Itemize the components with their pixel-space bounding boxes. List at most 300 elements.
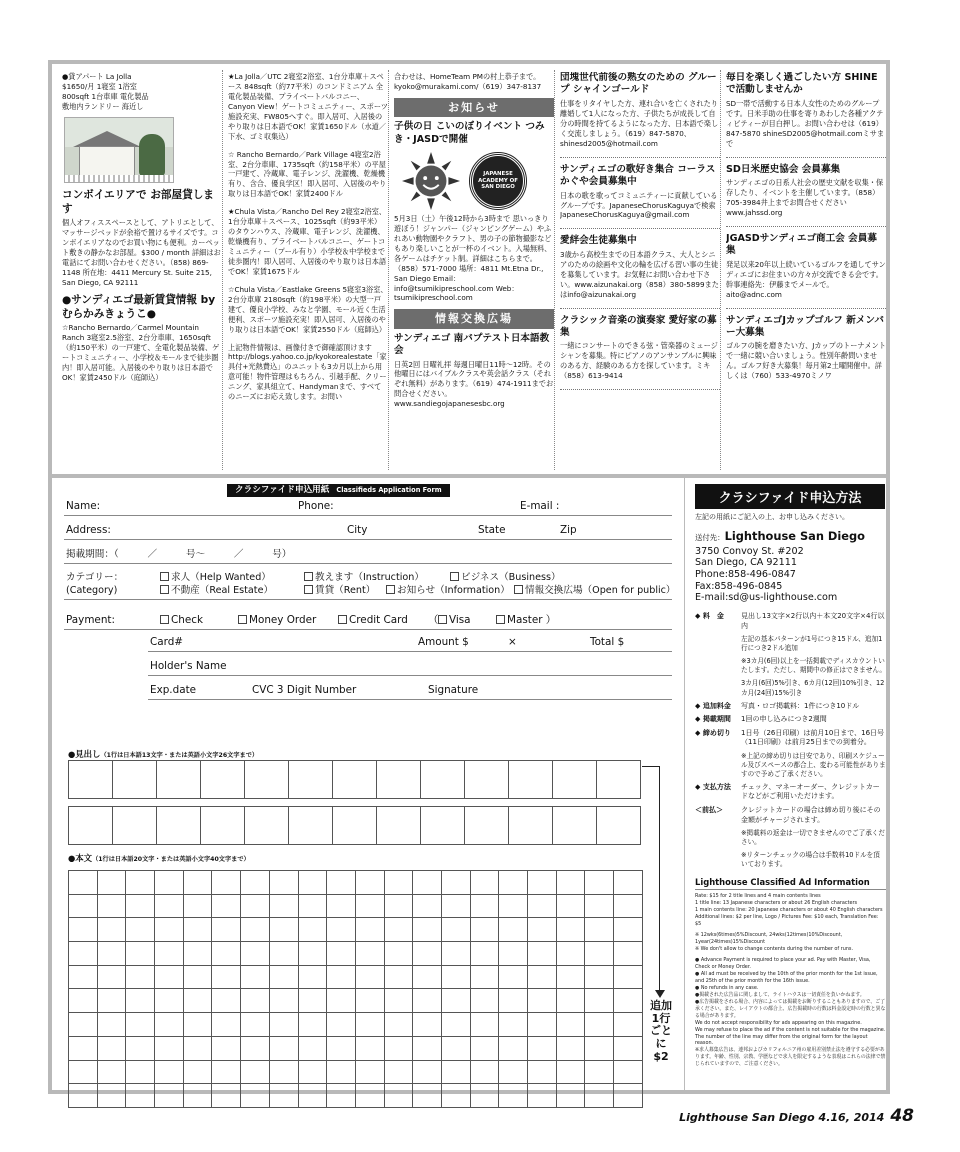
grid-cell[interactable]: [413, 918, 442, 942]
grid-cell[interactable]: [499, 989, 528, 1013]
grid-cell[interactable]: [557, 895, 586, 919]
grid-cell[interactable]: [184, 918, 213, 942]
grid-cell[interactable]: [241, 871, 270, 895]
grid-cell[interactable]: [241, 1013, 270, 1037]
office-ad-text: 個人オフィススペースとして、アトリエとして、マッサージベッドが余裕で置けるサイズです。コンボイエリアなのでお買い物にも便利。カーペット敷きの静かなお部屋。$300 / month 詳細はお電話にてお問い合わせください。（858) 869-1148 所在地：4411 Mercury St. Suite 215, San Diego, CA 92111: [62, 218, 221, 287]
grid-cell[interactable]: [528, 942, 557, 966]
grid-cell[interactable]: [299, 1037, 328, 1061]
grid-cell[interactable]: [184, 1084, 213, 1108]
grid-cell[interactable]: [299, 918, 328, 942]
grid-cell[interactable]: [509, 807, 553, 845]
grid-cell[interactable]: [471, 942, 500, 966]
cvc-label: CVC 3 Digit Number: [252, 684, 357, 696]
grid-cell[interactable]: [614, 989, 643, 1013]
grid-cell[interactable]: [385, 918, 414, 942]
grid-cell[interactable]: [413, 942, 442, 966]
office-ad-title: コンボイエリアで お部屋貸します: [62, 188, 214, 215]
grid-cell[interactable]: [126, 942, 155, 966]
cat-realestate-option[interactable]: [160, 582, 273, 596]
church-text: 日英2回 日曜礼拝 毎週日曜日11時〜12時。その他曜日にはバイブルクラスや英会話クラス（それぞれ無料）があります。（619）474-1911までお問合せください。www.sandiegojapanesesbc.org: [394, 359, 554, 409]
email-line[interactable]: E-mail:sd@us-lighthouse.com: [695, 592, 838, 604]
grid-cell[interactable]: [299, 989, 328, 1013]
grid-cell[interactable]: [184, 895, 213, 919]
grid-cell[interactable]: [69, 1084, 98, 1108]
grid-cell[interactable]: [327, 989, 356, 1013]
grid-cell[interactable]: [557, 1037, 586, 1061]
grid-cell[interactable]: [528, 895, 557, 919]
grid-cell[interactable]: [385, 989, 414, 1013]
grid-cell[interactable]: [212, 871, 241, 895]
pay-check-option[interactable]: [160, 614, 203, 626]
chorus-title: サンディエゴの歌好き集合 コーラスかぐや会員募集中: [560, 163, 716, 188]
cat-public-option[interactable]: [514, 582, 676, 596]
grid-cell[interactable]: [385, 966, 414, 990]
grid-cell[interactable]: [385, 895, 414, 919]
grid-cell[interactable]: [413, 871, 442, 895]
grid-cell[interactable]: [442, 942, 471, 966]
pay-visa-option[interactable]: [438, 614, 471, 626]
grid-cell[interactable]: [528, 871, 557, 895]
grid-cell[interactable]: [499, 1084, 528, 1108]
grid-cell[interactable]: [270, 1061, 299, 1085]
grid-cell[interactable]: [245, 761, 289, 799]
grid-cell[interactable]: [98, 942, 127, 966]
grid-cell[interactable]: [356, 1013, 385, 1037]
grid-cell[interactable]: [509, 761, 553, 799]
grid-cell[interactable]: [385, 871, 414, 895]
grid-cell[interactable]: [155, 966, 184, 990]
checkbox[interactable]: [160, 572, 169, 581]
grid-cell[interactable]: [356, 1084, 385, 1108]
grid-cell[interactable]: [377, 761, 421, 799]
grid-cell[interactable]: [585, 918, 614, 942]
category-label-jp: カテゴリー：: [66, 572, 124, 583]
grid-cell[interactable]: [155, 1061, 184, 1085]
grid-cell[interactable]: [69, 1061, 98, 1085]
grid-cell[interactable]: [98, 1084, 127, 1108]
checkbox[interactable]: [160, 585, 169, 594]
grid-cell[interactable]: [327, 895, 356, 919]
grid-cell[interactable]: [69, 1037, 98, 1061]
grid-cell[interactable]: [471, 871, 500, 895]
grid-cell[interactable]: [499, 918, 528, 942]
grid-cell[interactable]: [270, 1037, 299, 1061]
grid-cell[interactable]: [442, 1013, 471, 1037]
grid-cell[interactable]: [241, 1037, 270, 1061]
info-exchange-band: 情報交換広場: [394, 309, 554, 328]
grid-cell[interactable]: [528, 989, 557, 1013]
grid-cell[interactable]: [356, 989, 385, 1013]
rental-info-text: ☆Rancho Bernardo／Carmel Mountain Ranch 3寝室2.5浴室、2台分車庫、1650sqft（約150平米）の一戸建て、全電化製品装備、ゲートコミュニティー、小学校＆モールまで徒歩圏内！即入居可能。入居後のやり取りは日本語でOK！家賃2450ドル（庭師込）: [62, 323, 220, 383]
grid-cell[interactable]: [327, 1013, 356, 1037]
grid-cell[interactable]: [69, 942, 98, 966]
english-info-line: Additional lines: $2 per line, Logo / Pictures Fee: $10 each, Translation Fee: $5: [695, 914, 879, 928]
grid-cell[interactable]: [614, 966, 643, 990]
grid-cell[interactable]: [356, 966, 385, 990]
grid-cell[interactable]: [557, 1084, 586, 1108]
grid-cell[interactable]: [212, 1037, 241, 1061]
grid-cell[interactable]: [333, 807, 377, 845]
church-title: サンディエゴ 南バプテスト日本語教会: [394, 332, 550, 357]
ad-column-3: [394, 72, 554, 468]
history-society-text: サンディエゴの日系人社会の歴史文献を収集・保存したり、イベントを主催しています。（858）705-3984井上までお問合せください www.jahssd.org: [726, 178, 884, 217]
grid-cell[interactable]: [585, 1061, 614, 1085]
grid-cell[interactable]: [442, 1037, 471, 1061]
cat-instruction-label: 教えます（Instruction）: [315, 572, 424, 583]
classical-text: 一緒にコンサートのできる弦・管楽器のミュージシャンを募集。特にピアノのアンサンブルに興味のある方、経験のある方を探しています。ミキ（858）613-9414: [560, 341, 718, 381]
grid-cell[interactable]: [126, 918, 155, 942]
grid-cell[interactable]: [528, 966, 557, 990]
grid-cell[interactable]: [184, 1061, 213, 1085]
ad-column-5: [726, 72, 886, 468]
grid-cell[interactable]: [356, 942, 385, 966]
grid-cell[interactable]: [557, 871, 586, 895]
grid-cell[interactable]: [471, 1013, 500, 1037]
checkbox[interactable]: [386, 585, 395, 594]
listing-chula-vista-2: ☆Chula Vista／Eastlake Greens 5寝室3浴室、2台分車庫 2180sqft（約198平米）の大型一戸建て、優良小学校、みなと学園、モール近く生活便利、スポーツ施設充実！即入居可、入居後のやり取りは日本語でOK！家賃2550ドル（庭師込）: [228, 284, 388, 334]
deadline-note: ※上記の締め切りは目安であり、印刷スケジュール及びスペースの都合上、変わる可能性がありますので予めご了承ください。: [741, 751, 886, 778]
grid-cell[interactable]: [98, 989, 127, 1013]
grid-cell[interactable]: [499, 1061, 528, 1085]
checkbox[interactable]: [238, 615, 247, 624]
grid-cell[interactable]: [113, 761, 157, 799]
ad-column-4: [560, 72, 720, 468]
grid-cell[interactable]: [126, 1037, 155, 1061]
grid-cell[interactable]: [471, 1084, 500, 1108]
times-sign: ×: [508, 636, 517, 648]
grid-cell[interactable]: [98, 966, 127, 990]
grid-cell[interactable]: [155, 871, 184, 895]
grid-cell[interactable]: [270, 1013, 299, 1037]
grid-cell[interactable]: [465, 761, 509, 799]
grid-cell[interactable]: [465, 807, 509, 845]
grid-cell[interactable]: [155, 1037, 184, 1061]
grid-cell[interactable]: [155, 918, 184, 942]
headline-note: （1行は日本語13文字・または英語小文字26文字まで）: [100, 752, 259, 759]
grid-cell[interactable]: [212, 1061, 241, 1085]
grid-cell[interactable]: [471, 966, 500, 990]
grid-cell[interactable]: [585, 1084, 614, 1108]
grid-cell[interactable]: [69, 761, 113, 799]
grid-cell[interactable]: [184, 1013, 213, 1037]
grid-cell[interactable]: [585, 942, 614, 966]
grid-cell[interactable]: [98, 918, 127, 942]
grid-cell[interactable]: [212, 895, 241, 919]
grid-cell[interactable]: [155, 989, 184, 1013]
grid-cell[interactable]: [241, 966, 270, 990]
grid-cell[interactable]: [299, 1013, 328, 1037]
checkbox[interactable]: [304, 585, 313, 594]
grid-cell[interactable]: [241, 918, 270, 942]
grid-cell[interactable]: [69, 989, 98, 1013]
grid-cell[interactable]: [614, 871, 643, 895]
grid-cell[interactable]: [385, 1061, 414, 1085]
english-info-line: ●広告掲載をされる場合、内容によっては掲載をお断りすることもありますので、ご了承ください。また、レイアウトの都合上、広告掲載時の行数は料金設定時の行数と異なる場合があります。: [695, 998, 886, 1019]
grid-cell[interactable]: [528, 1037, 557, 1061]
grid-cell[interactable]: [126, 1084, 155, 1108]
period-label: 掲載期間：（ ／ 号〜 ／ 号）: [66, 549, 292, 560]
grid-cell[interactable]: [528, 918, 557, 942]
grid-cell[interactable]: [614, 942, 643, 966]
grid-cell[interactable]: [585, 989, 614, 1013]
grid-cell[interactable]: [442, 918, 471, 942]
grid-cell[interactable]: [377, 807, 421, 845]
grid-cell[interactable]: [597, 761, 641, 799]
grid-cell[interactable]: [299, 1061, 328, 1085]
grid-cell[interactable]: [157, 761, 201, 799]
grid-cell[interactable]: [356, 1037, 385, 1061]
grid-cell[interactable]: [356, 918, 385, 942]
english-info-line: ※ We don't allow to change contents during the number of runs.: [695, 946, 854, 953]
grid-cell[interactable]: [385, 1013, 414, 1037]
card-number-label: Card#: [150, 636, 184, 648]
address-line: San Diego, CA 92111: [695, 557, 797, 569]
grid-cell[interactable]: [557, 1061, 586, 1085]
address-row: [64, 518, 672, 540]
grid-cell[interactable]: [413, 1061, 442, 1085]
pay-card-option[interactable]: [338, 614, 408, 626]
grid-cell[interactable]: [299, 942, 328, 966]
down-arrow-icon: [655, 990, 665, 998]
grid-cell[interactable]: [184, 966, 213, 990]
pay-money-option[interactable]: [238, 614, 316, 626]
chorus-text: 日本の歌を歌ってコミュニティーに貢献しているグループです。JapaneseChorusKaguyaで検索 JapaneseChorusKaguya@gmail.com: [560, 190, 718, 220]
grid-cell[interactable]: [557, 989, 586, 1013]
grid-cell[interactable]: [289, 761, 333, 799]
grid-cell[interactable]: [421, 761, 465, 799]
grid-cell[interactable]: [157, 807, 201, 845]
grid-cell[interactable]: [528, 1084, 557, 1108]
grid-cell[interactable]: [299, 966, 328, 990]
shine-title: 毎日を楽しく過ごしたい方 SHINEで活動しませんか: [726, 72, 878, 96]
grid-cell[interactable]: [126, 871, 155, 895]
checkbox[interactable]: [514, 585, 523, 594]
grid-cell[interactable]: [442, 989, 471, 1013]
grid-cell[interactable]: [126, 1061, 155, 1085]
grid-cell[interactable]: [356, 1061, 385, 1085]
grid-cell[interactable]: [184, 871, 213, 895]
grid-cell[interactable]: [333, 761, 377, 799]
grid-cell[interactable]: [327, 966, 356, 990]
grid-cell[interactable]: [69, 918, 98, 942]
grid-cell[interactable]: [614, 1037, 643, 1061]
grid-cell[interactable]: [69, 966, 98, 990]
notice-band: お知らせ: [394, 98, 554, 117]
grid-cell[interactable]: [155, 942, 184, 966]
grid-cell[interactable]: [241, 1084, 270, 1108]
grid-cell[interactable]: [184, 1037, 213, 1061]
grid-cell[interactable]: [585, 895, 614, 919]
grid-cell[interactable]: [241, 1061, 270, 1085]
card-row: [148, 630, 672, 652]
grid-cell[interactable]: [614, 895, 643, 919]
period-item: [695, 715, 886, 725]
send-to-line: [695, 529, 886, 543]
grid-cell[interactable]: [299, 871, 328, 895]
grid-cell[interactable]: [557, 918, 586, 942]
grid-cell[interactable]: [442, 871, 471, 895]
payment-method-key: ◆ 支払方法: [695, 782, 731, 791]
grid-cell[interactable]: [553, 807, 597, 845]
grid-cell[interactable]: [614, 1013, 643, 1037]
grid-cell[interactable]: [212, 1084, 241, 1108]
grid-cell[interactable]: [585, 871, 614, 895]
checkbox[interactable]: [304, 572, 313, 581]
grid-cell[interactable]: [557, 966, 586, 990]
headline-label: [68, 748, 258, 760]
grid-cell[interactable]: [471, 918, 500, 942]
grid-cell[interactable]: [212, 1013, 241, 1037]
grid-cell[interactable]: [442, 966, 471, 990]
headline-grid-line-2[interactable]: [68, 806, 641, 845]
grid-cell[interactable]: [499, 895, 528, 919]
amount-label: Amount $: [418, 636, 469, 648]
grid-cell[interactable]: [585, 966, 614, 990]
cat-business-option[interactable]: [450, 569, 561, 583]
checkbox[interactable]: [496, 615, 505, 624]
grid-cell[interactable]: [155, 1084, 184, 1108]
grid-cell[interactable]: [201, 807, 245, 845]
grid-cell[interactable]: [499, 1037, 528, 1061]
grid-cell[interactable]: [413, 1084, 442, 1108]
grid-cell[interactable]: [413, 895, 442, 919]
grid-cell[interactable]: [614, 1084, 643, 1108]
aizunakai-title: 愛絆会生徒募集中: [560, 235, 637, 247]
grid-cell[interactable]: [557, 942, 586, 966]
cat-instruction-option[interactable]: [304, 569, 424, 583]
column-divider: [554, 70, 555, 470]
grid-cell[interactable]: [212, 918, 241, 942]
cat-info-option[interactable]: [386, 582, 510, 596]
instructions-lead: 左記の用紙にご記入の上、お申し込みください。: [695, 513, 849, 521]
english-info-line: ● No refunds in any case.: [695, 984, 759, 991]
grid-cell[interactable]: [356, 895, 385, 919]
grid-cell[interactable]: [413, 1037, 442, 1061]
grid-cell[interactable]: [471, 1061, 500, 1085]
grid-cell[interactable]: [69, 807, 113, 845]
grid-cell[interactable]: [270, 918, 299, 942]
grid-cell[interactable]: [126, 895, 155, 919]
grid-cell[interactable]: [241, 895, 270, 919]
extra-fee-key: ◆ 追加料金: [695, 701, 731, 710]
grid-cell[interactable]: [98, 1061, 127, 1085]
grid-cell[interactable]: [299, 895, 328, 919]
grid-cell[interactable]: [270, 895, 299, 919]
grid-cell[interactable]: [270, 871, 299, 895]
grid-cell[interactable]: [184, 989, 213, 1013]
body-text-grid[interactable]: [68, 870, 643, 1108]
grid-cell[interactable]: [499, 966, 528, 990]
grid-cell[interactable]: [385, 1037, 414, 1061]
grid-cell[interactable]: [327, 1037, 356, 1061]
headline-grid-line-1[interactable]: [68, 760, 641, 799]
grid-cell[interactable]: [614, 1061, 643, 1085]
grid-cell[interactable]: [528, 1061, 557, 1085]
grid-cell[interactable]: [201, 761, 245, 799]
grid-cell[interactable]: [557, 1013, 586, 1037]
grid-cell[interactable]: [421, 807, 465, 845]
grid-cell[interactable]: [69, 871, 98, 895]
grid-cell[interactable]: [289, 807, 333, 845]
grid-cell[interactable]: [585, 1013, 614, 1037]
grid-cell[interactable]: [270, 989, 299, 1013]
grid-cell[interactable]: [413, 989, 442, 1013]
grid-cell[interactable]: [471, 1037, 500, 1061]
jcup-golf-text: ゴルフの腕を磨きたい方、Jカップのトーナメントで一緒に競い合いましょう。性別年齢問いません。ゴルフ好き大募集！毎月第2土曜開催中。詳しくは（760）533-4970ミノワ: [726, 341, 886, 381]
checkbox[interactable]: [438, 615, 447, 624]
academy-seal-text: JAPANESE ACADEMY OF SAN DIEGO: [478, 171, 518, 191]
grid-cell[interactable]: [327, 1084, 356, 1108]
grid-cell[interactable]: [471, 989, 500, 1013]
cat-rent-option[interactable]: [304, 582, 375, 596]
apartment-ad-title: ●貸アパート La Jolla: [62, 72, 132, 81]
grid-cell[interactable]: [241, 942, 270, 966]
grid-cell[interactable]: [471, 895, 500, 919]
grid-cell[interactable]: [385, 942, 414, 966]
grid-cell[interactable]: [528, 1013, 557, 1037]
grid-cell[interactable]: [299, 1084, 328, 1108]
grid-cell[interactable]: [413, 966, 442, 990]
grid-cell[interactable]: [155, 895, 184, 919]
grid-cell[interactable]: [614, 918, 643, 942]
grid-cell[interactable]: [356, 871, 385, 895]
grid-cell[interactable]: [413, 1013, 442, 1037]
grid-cell[interactable]: [585, 1037, 614, 1061]
grid-cell[interactable]: [553, 761, 597, 799]
grid-cell[interactable]: [69, 1013, 98, 1037]
grid-cell[interactable]: [385, 1084, 414, 1108]
grid-cell[interactable]: [499, 871, 528, 895]
grid-cell[interactable]: [327, 942, 356, 966]
grid-cell[interactable]: [442, 1061, 471, 1085]
grid-cell[interactable]: [126, 989, 155, 1013]
grid-cell[interactable]: [270, 1084, 299, 1108]
cat-jobs-option[interactable]: [160, 569, 271, 583]
cat-realestate-label: 不動産（Real Estate）: [171, 585, 274, 596]
grid-cell[interactable]: [98, 871, 127, 895]
grid-cell[interactable]: [69, 895, 98, 919]
grid-cell[interactable]: [212, 942, 241, 966]
grid-cell[interactable]: [126, 1013, 155, 1037]
grid-cell[interactable]: [212, 966, 241, 990]
grid-cell[interactable]: [113, 807, 157, 845]
grid-cell[interactable]: [98, 895, 127, 919]
grid-cell[interactable]: [245, 807, 289, 845]
grid-cell[interactable]: [98, 1013, 127, 1037]
classical-title: クラシック音楽の演奏家 愛好家の募集: [560, 314, 717, 338]
checkbox[interactable]: [160, 615, 169, 624]
grid-cell[interactable]: [184, 942, 213, 966]
checkbox[interactable]: [450, 572, 459, 581]
pay-master-option[interactable]: [496, 611, 556, 626]
grid-cell[interactable]: [597, 807, 641, 845]
grid-cell[interactable]: [327, 871, 356, 895]
grid-cell[interactable]: [241, 989, 270, 1013]
grid-cell[interactable]: [212, 989, 241, 1013]
grid-cell[interactable]: [442, 1084, 471, 1108]
grid-cell[interactable]: [499, 1013, 528, 1037]
grid-cell[interactable]: [126, 966, 155, 990]
grid-cell[interactable]: [98, 1037, 127, 1061]
grid-cell[interactable]: [327, 1061, 356, 1085]
grid-cell[interactable]: [270, 942, 299, 966]
grid-cell[interactable]: [327, 918, 356, 942]
checkbox[interactable]: [338, 615, 347, 624]
grid-cell[interactable]: [499, 942, 528, 966]
grid-cell[interactable]: [155, 1013, 184, 1037]
grid-cell[interactable]: [270, 966, 299, 990]
grid-cell[interactable]: [442, 895, 471, 919]
